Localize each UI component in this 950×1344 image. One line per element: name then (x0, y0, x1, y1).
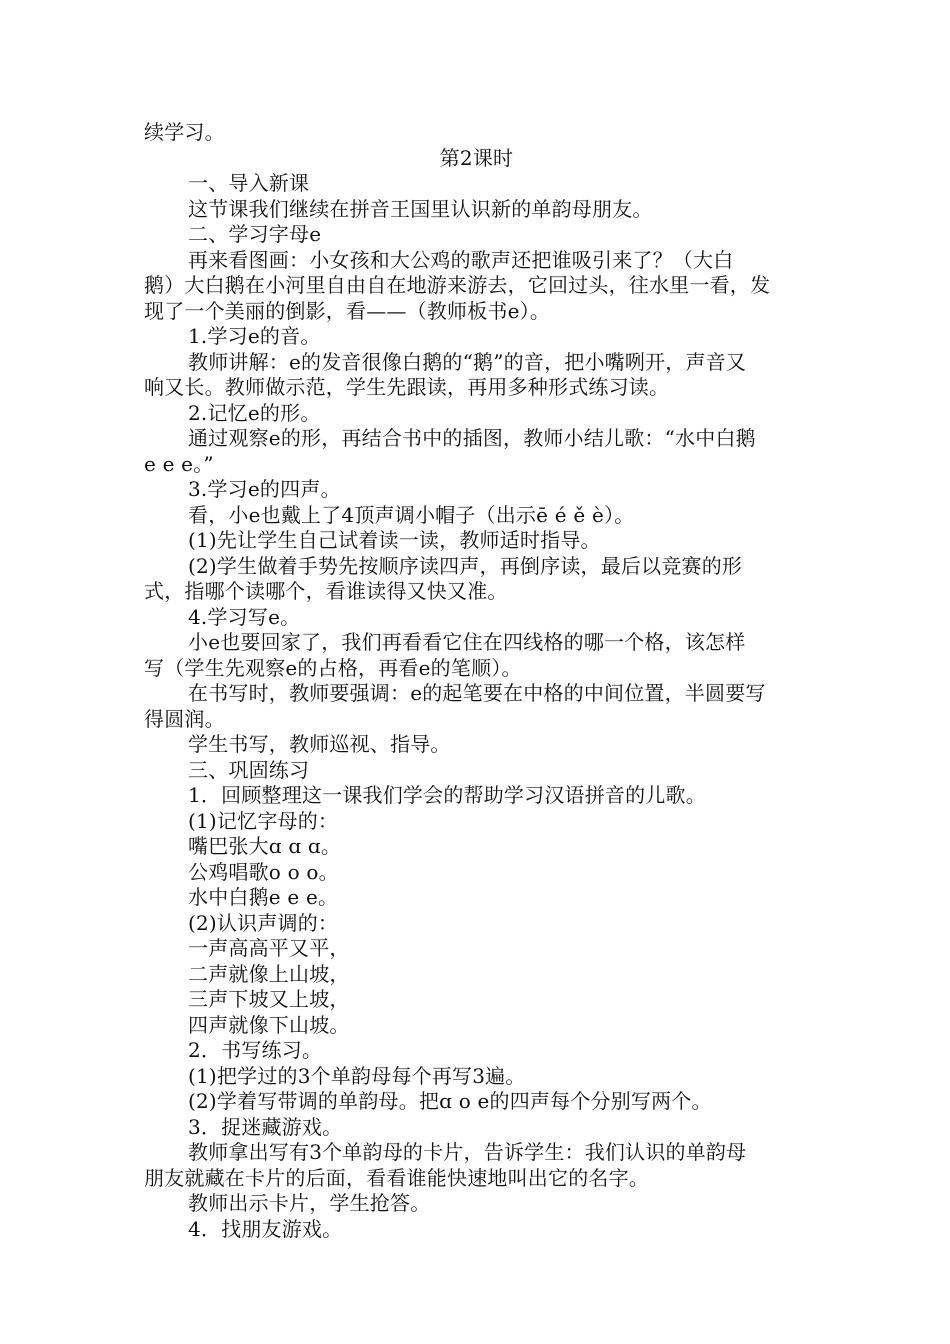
text-line: (1)把学过的3个单韵母每个再写3遍。 (188, 1063, 526, 1088)
text-line: (2)认识声调的： (188, 910, 339, 935)
text-line: 得圆润。 (144, 706, 225, 731)
text-line: 学生书写，教师巡视、指导。 (188, 732, 451, 756)
text-line: 教师出示卡片，学生抢答。 (188, 1191, 431, 1215)
text-line: 响又长。教师做示范，学生先跟读，再用多种形式练习读。 (144, 375, 670, 399)
text-line: 嘴巴张大ɑ ɑ ɑ。 (188, 834, 342, 858)
text-line: 现了一个美丽的倒影，看——（教师板书e）。 (144, 298, 551, 323)
text-line: 写（学生先观察e的占格，再看e的笔顺）。 (144, 655, 522, 680)
text-line: 教师讲解：e的发音很像白鹅的“鹅”的音，把小嘴咧开，声音又 (188, 349, 747, 374)
text-line: 二、学习字母e (188, 222, 322, 246)
text-line: 1.学习e的音。 (188, 324, 321, 348)
text-line: (1)记忆字母的： (188, 808, 339, 833)
text-line: 3．捉迷藏游戏。 (188, 1114, 343, 1139)
text-line: 通过观察e的形，再结合书中的插图，教师小结儿歌：“水中白鹅 (188, 426, 756, 450)
text-line: 1．回顾整理这一课我们学会的帮助学习汉语拼音的儿歌。 (188, 783, 706, 807)
text-line: (1)先让学生自己试着读一读，教师适时指导。 (188, 528, 601, 552)
text-line: 式，指哪个读哪个，看谁读得又快又准。 (144, 579, 508, 603)
text-line: 这节课我们继续在拼音王国里认识新的单韵母朋友。 (188, 196, 653, 221)
lesson-plan-text (144, 120, 809, 1242)
text-line: 4．找朋友游戏。 (188, 1216, 343, 1241)
text-line: 看，小e也戴上了4顶声调小帽子（出示ē é ě è）。 (188, 502, 635, 527)
text-line: 三、巩固练习 (188, 757, 310, 782)
text-line: 四声就像下山坡。 (188, 1012, 350, 1037)
text-line: 再来看图画：小女孩和大公鸡的歌声还把谁吸引来了？（大白 (188, 247, 734, 272)
text-line: 二声就像上山坡， (188, 961, 350, 986)
text-line: 2．书写练习。 (188, 1038, 323, 1062)
text-line: 公鸡唱歌o o o。 (188, 859, 339, 884)
text-line: 小e也要回家了，我们再看看它住在四线格的哪一个格，该怎样 (188, 630, 746, 654)
text-line: 3.学习e的四声。 (188, 477, 341, 501)
text-line: 2.记忆e的形。 (188, 400, 321, 425)
text-line: (2)学生做着手势先按顺序读四声，再倒序读，最后以竞赛的形 (188, 553, 743, 578)
text-line: 续学习。 (144, 120, 225, 144)
text-line: 在书写时，教师要强调：e的起笔要在中格的中间位置，半圆要写 (188, 681, 766, 705)
text-line: 一声高高平又平， (188, 936, 350, 960)
text-line: (2)学着写带调的单韵母。把ɑ o e的四声每个分别写两个。 (188, 1089, 712, 1113)
text-line: 三声下坡又上坡， (188, 987, 350, 1011)
text-line: 水中白鹅e e e。 (188, 885, 339, 909)
section-heading: 第2课时 (439, 145, 514, 170)
text-line: 朋友就藏在卡片的后面，看看谁能快速地叫出它的名字。 (144, 1165, 649, 1190)
text-line: e e e。” (144, 451, 214, 476)
text-line: 4.学习写e。 (188, 604, 301, 629)
text-line: 一、导入新课 (188, 171, 310, 195)
text-line: 教师拿出写有3个单韵母的卡片，告诉学生：我们认识的单韵母 (188, 1140, 747, 1164)
text-line: 鹅）大白鹅在小河里自由自在地游来游去，它回过头，往水里一看，发 (144, 273, 771, 297)
